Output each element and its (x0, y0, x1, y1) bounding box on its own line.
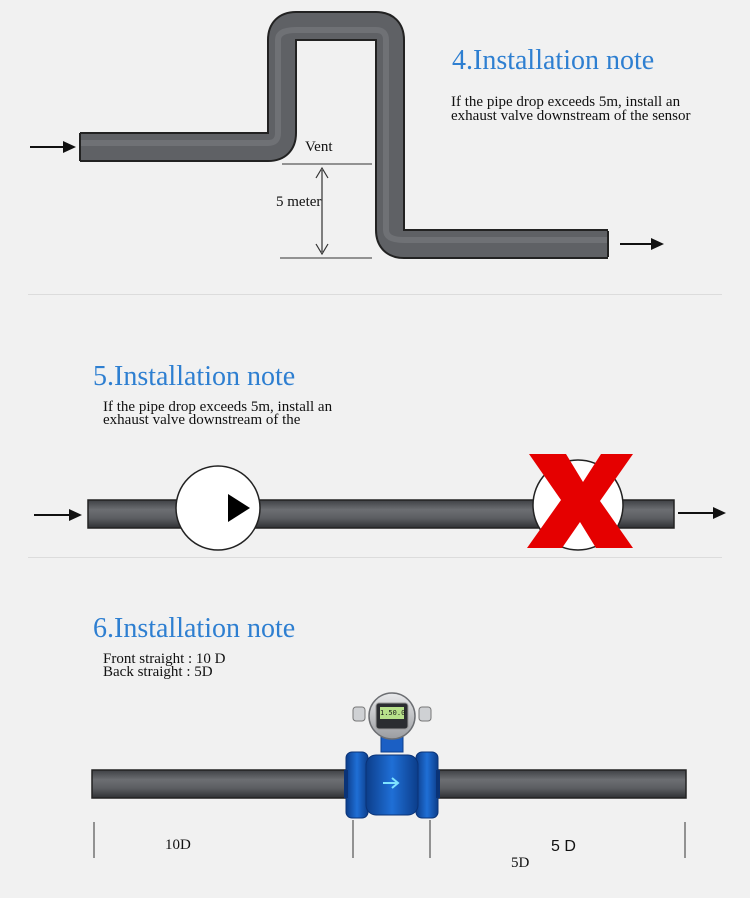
front-length-label: 10D (165, 837, 191, 853)
inlet-arrow-icon (30, 141, 76, 153)
height-label (276, 194, 321, 211)
section4-heading: 4.Installation note (452, 45, 655, 76)
vent-label: Vent (305, 139, 333, 155)
straight-pipe-6-right (432, 770, 686, 798)
section5-heading: 5.Installation note (93, 361, 296, 392)
straight-pipe-6-left (92, 770, 354, 798)
section4-note-line1: If the pipe drop exceeds 5m, install an (451, 94, 681, 110)
height-dimension (316, 168, 328, 254)
section5-note-line2: exhaust valve downstream of the (103, 412, 301, 428)
divider-2 (28, 557, 722, 558)
meter-display-reading: 1.50.0 (380, 709, 406, 717)
inlet-arrow-icon-2 (34, 509, 82, 521)
pump-icon (176, 466, 260, 550)
back-length-label: 5 D (551, 838, 576, 855)
height-label-text: 5 meter (276, 194, 322, 210)
back-length-label-secondary: 5D (511, 855, 530, 871)
outlet-arrow-icon (620, 238, 664, 250)
section4-note-line2: exhaust valve downstream of the sensor (451, 108, 691, 124)
section6-heading: 6.Installation note (93, 613, 296, 644)
outlet-arrow-icon-2 (678, 507, 726, 519)
section6-note-line2: Back straight : 5D (103, 664, 213, 680)
section5-note-line1: If the pipe drop exceeds 5m, install an (103, 399, 333, 415)
divider-1 (28, 294, 722, 295)
section6-note-line1: Front straight : 10 D (103, 651, 226, 667)
